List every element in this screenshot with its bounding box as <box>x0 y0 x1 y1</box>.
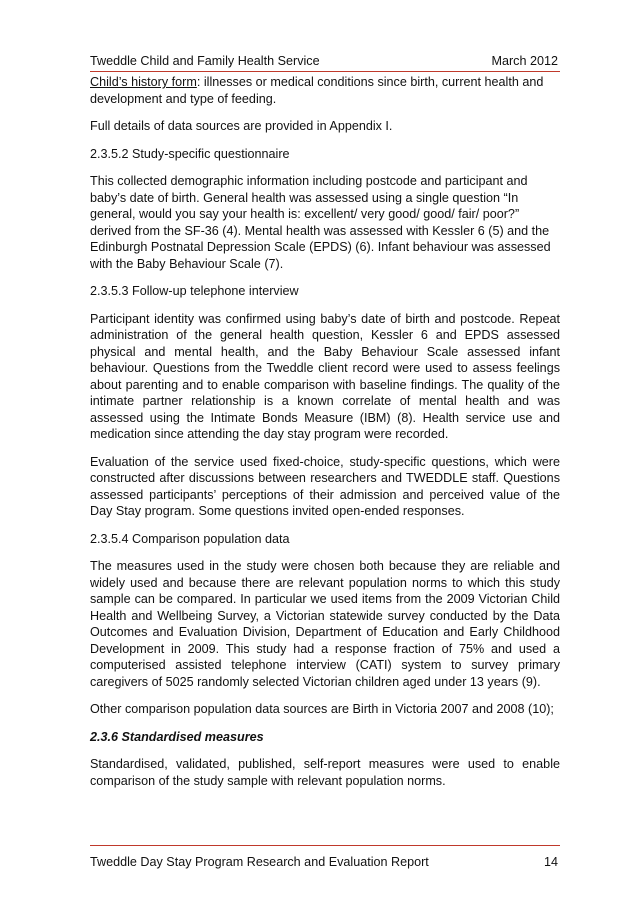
header-date: March 2012 <box>491 54 558 68</box>
header-rule <box>90 71 560 72</box>
paragraph-standardised-measures: Standardised, validated, published, self-report measures were used to enable comparison of the study sample with relevant population norms. <box>90 757 560 788</box>
heading-2-3-5-3: 2.3.5.3 Follow-up telephone interview <box>90 284 299 298</box>
heading-2-3-5-2: 2.3.5.2 Study-specific questionnaire <box>90 146 290 161</box>
childs-history-text: : illnesses or medical conditions since birth, current health and development and type of feeding. <box>90 75 544 106</box>
header-organization: Tweddle Child and Family Health Service <box>90 54 320 68</box>
paragraph-comparison-measures: The measures used in the study were chosen both because they are reliable and widely used and because there are relevant population norms to which this study sample can be compared. In particular we used items from the 2009 Victorian Child Health and Wellbeing Survey, a Victorian statewide survey conducted by the Data Outcomes and Evaluation Division, Department of Education and Early Childhood Development in 2009. This study had a response fraction of 75% and used a computerised assisted telephone interview (CATI) system to survey primary caregivers of 5025 randomly selected Victorian children aged under 13 years (9). <box>90 559 560 689</box>
page-body <box>90 74 560 800</box>
paragraph-data-sources: Full details of data sources are provided in Appendix I. <box>90 119 393 133</box>
page-number: 14 <box>543 855 558 869</box>
page-header <box>90 52 558 70</box>
paragraph-childs-history <box>90 74 560 107</box>
page-footer <box>90 853 558 871</box>
childs-history-form-label: Child’s history form <box>90 75 197 89</box>
paragraph-other-sources: Other comparison population data sources are Birth in Victoria 2007 and 2008 (10); <box>90 702 554 716</box>
footer-report-title: Tweddle Day Stay Program Research and Evaluation Report <box>90 855 429 869</box>
paragraph-follow-up-interview: Participant identity was confirmed using baby’s date of birth and postcode. Repeat administration of the general health question, Kessler 6 and EPDS assessed physical and mental health, and the Baby Behaviour Scale assessed infant behaviour. Questions from the Tweddle client record were used to assess feelings about parenting and to enable comparison with baseline findings. The quality of the intimate partner relationship is a known correlate of mental health and was assessed using the Intimate Bonds Measure (IBM) (8). Health service use and medication since attending the day stay program were recorded. <box>90 311 560 441</box>
footer-rule <box>90 845 560 846</box>
heading-2-3-6: 2.3.6 Standardised measures <box>90 729 264 744</box>
paragraph-study-questionnaire: This collected demographic information including postcode and participant and baby’s date of birth. General health was assessed using a single question “In general, would you say your health is: excellent/ very good/ good/ fair/ poor?” derived from the SF-36 (4). Mental health was assessed with Kessler 6 (5) and the Edinburgh Postnatal Depression Scale (EPDS) (6). Infant behaviour was assessed with the Baby Behaviour Scale (7). <box>90 174 551 271</box>
heading-2-3-5-4: 2.3.5.4 Comparison population data <box>90 531 290 546</box>
paragraph-evaluation: Evaluation of the service used fixed-choice, study-specific questions, which were constructed after discussions between researchers and TWEDDLE staff. Questions assessed participants’ perceptions of their admission and perceived value of the Day Stay program. Some questions invited open-ended responses. <box>90 454 560 518</box>
